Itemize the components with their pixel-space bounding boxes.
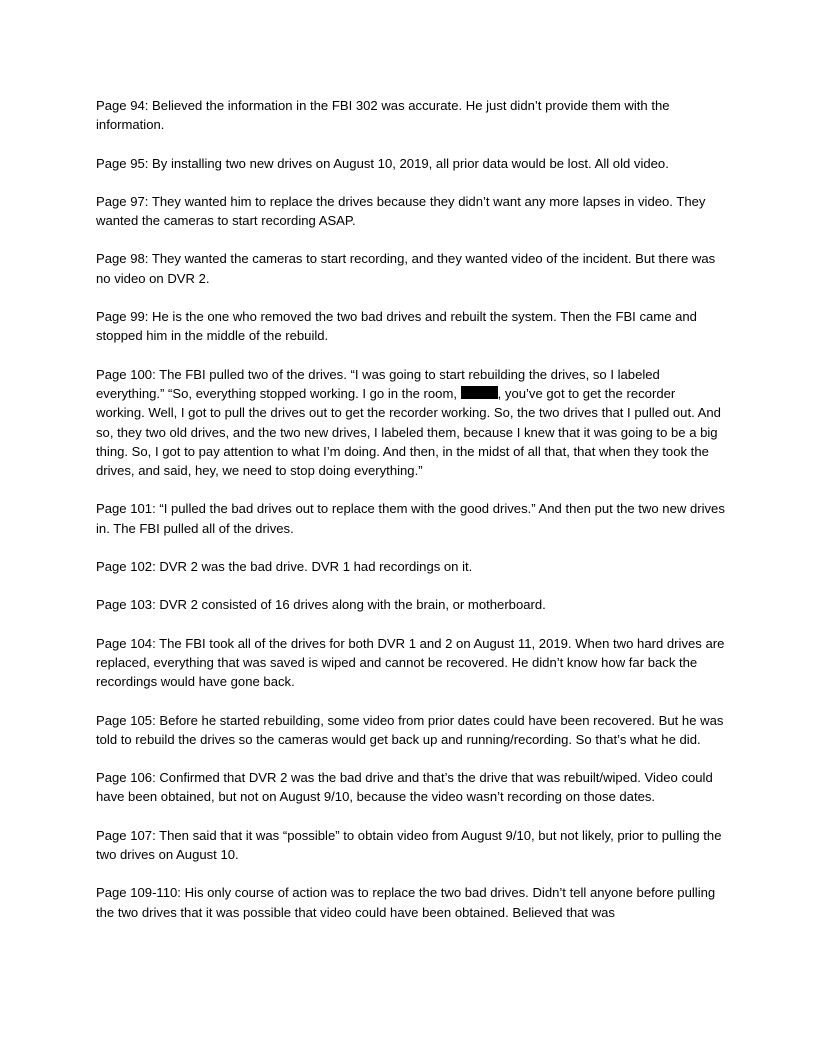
note-page-102: Page 102: DVR 2 was the bad drive. DVR 1 had recordings on it. [96,559,473,575]
document-page [96,96,726,956]
note-page-101: Page 101: “I pulled the bad drives out to replace them with the good drives.” And then put the two new drives in. The FBI pulled all of the drives. [96,501,725,536]
note-page-104: Page 104: The FBI took all of the drives for both DVR 1 and 2 on August 11, 2019. When two hard drives are replaced, everything that was saved is wiped and cannot be recovered. He didn’t know how far back the recordings would have gone back. [96,635,725,690]
note-page-106: Page 106: Confirmed that DVR 2 was the bad drive and that’s the drive that was rebuilt/wiped. Video could have been obtained, but not on August 9/10, because the video wasn’t recording on those dates. [96,770,713,805]
note-page-95: Page 95: By installing two new drives on August 10, 2019, all prior data would be lost. All old video. [96,155,669,171]
note-page-109-110: Page 109-110: His only course of action was to replace the two bad drives. Didn’t tell anyone before pulling the two drives that it was possible that video could have been obtained. Believed that was [96,885,716,920]
note-page-107: Page 107: Then said that it was “possible” to obtain video from August 9/10, but not likely, prior to pulling the two drives on August 10. [96,827,722,863]
note-page-100 [96,365,726,481]
note-page-100-text-before: Page 100: The FBI pulled two of the drives. “I was going to start rebuilding the drives, so I labeled everything.” “So, everything stopped working. I go in the room, [96,366,660,401]
note-page-105: Page 105: Before he started rebuilding, some video from prior dates could have been recovered. But he was told to rebuild the drives so the cameras would get back up and running/recording. So that’s what he did. [96,712,724,747]
note-page-97: Page 97: They wanted him to replace the drives because they didn’t want any more lapses in video. They wanted the cameras to start recording ASAP. [96,193,706,229]
redaction-block [461,386,498,399]
note-page-99: Page 99: He is the one who removed the two bad drives and rebuilt the system. Then the FBI came and stopped him in the middle of the rebuild. [96,309,697,344]
note-page-98: Page 98: They wanted the cameras to start recording, and they wanted video of the incident. But there was no video on DVR 2. [96,251,716,286]
note-page-103: Page 103: DVR 2 consisted of 16 drives along with the brain, or motherboard. [96,597,546,613]
note-page-94: Page 94: Believed the information in the FBI 302 was accurate. He just didn’t provide them with the information. [96,98,670,133]
note-page-100-text-after: , you’ve got to get the recorder working. Well, I got to pull the drives out to get the recorder working. So, the two drives that I pulled out. And so, they two old drives, and the two new drives, I labeled them, because I knew that it was going to be a big thing. So, I got to pay attention to what I’m doing. And then, in the midst of all that, that when they took the drives, and said, hey, we need to stop doing everything.” [96,385,721,479]
